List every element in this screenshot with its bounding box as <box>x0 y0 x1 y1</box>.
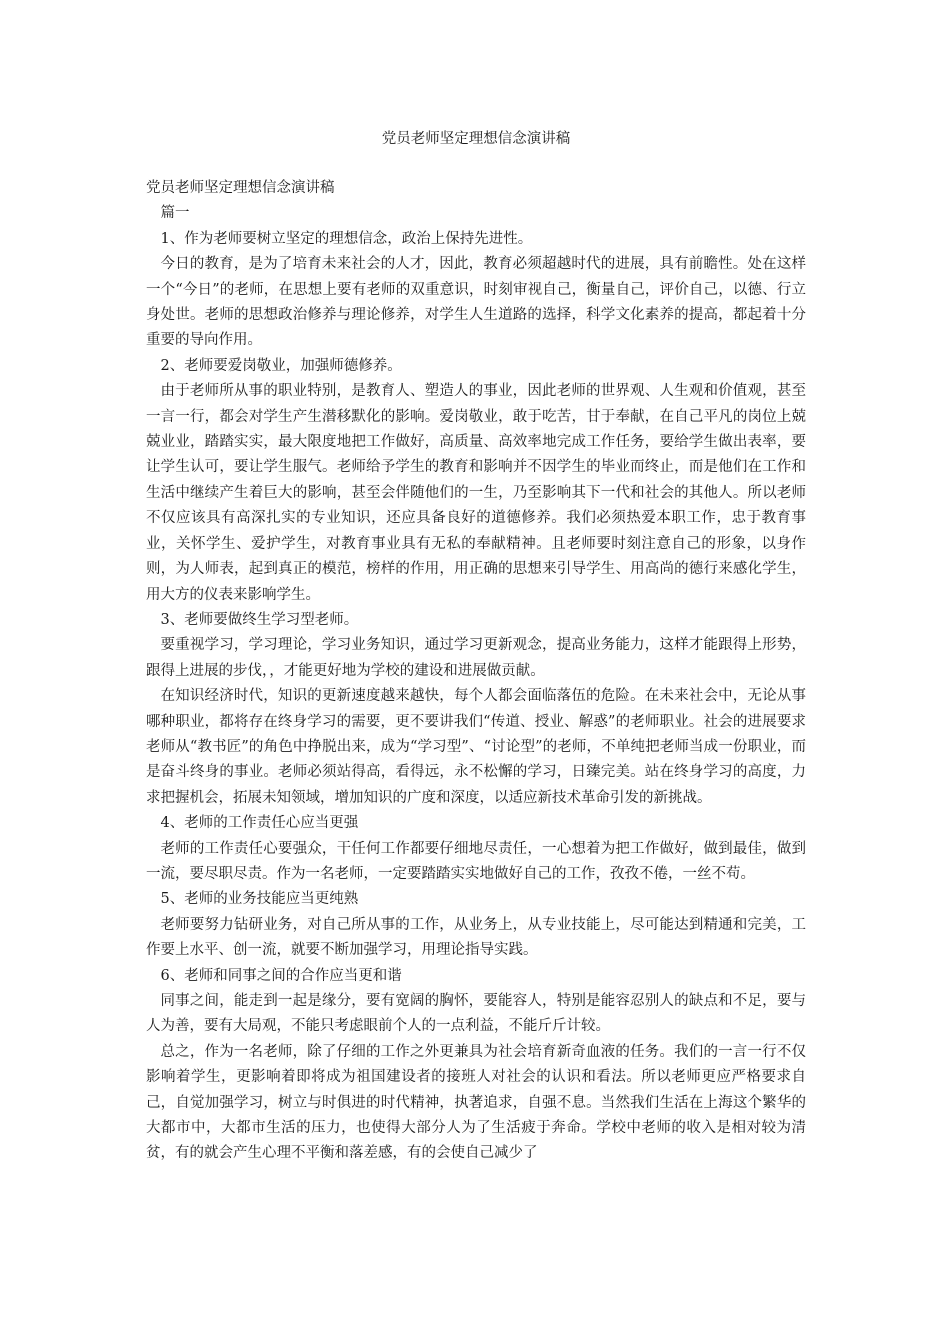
paragraph-body: 要重视学习，学习理论，学习业务知识，通过学习更新观念，提高业务能力，这样才能跟得上形势，跟得上进展的步伐，，才能更好地为学校的建设和进展做贡献。 <box>146 637 806 679</box>
document-subtitle: 党员老师坚定理想信念演讲稿 <box>146 180 335 196</box>
paragraph-section-label: 篇一 <box>160 205 190 222</box>
paragraph-heading-5: 5、老师的业务技能应当更纯熟 <box>160 891 359 908</box>
paragraph-heading-4: 4、老师的工作责任心应当更强 <box>160 815 359 832</box>
paragraph-body: 在知识经济时代，知识的更新速度越来越快，每个人都会面临落伍的危险。在未来社会中，无论从事哪种职业，都将存在终身学习的需要，更不要讲我们“传道、授业、解惑”的老师职业。社会的进展要求老师从“教书匠”的角色中挣脱出来，成为“学习型”、“讨论型”的老师，不单纯把老师当成一份职业，而是奋斗终身的事业。老师必须站得高，看得远，永不松懈的学习，日臻完美。站在终身学习的高度，力求把握机会，拓展未知领域，增加知识的广度和深度，以适应新技术革命引发的新挑战。 <box>146 688 806 806</box>
paragraph-heading-2: 2、老师要爱岗敬业，加强师德修养。 <box>160 357 402 374</box>
paragraph-body: 由于老师所从事的职业特别，是教育人、塑造人的事业，因此老师的世界观、人生观和价值观，甚至一言一行，都会对学生产生潜移默化的影响。爱岗敬业，敢于吃苦，甘于奉献，在自己平凡的岗位上兢兢业业，踏踏实实，最大限度地把工作做好，高质量、高效率地完成工作任务，要给学生做出表率，要让学生认可，要让学生服气。老师给予学生的教育和影响并不因学生的毕业而终止，而是他们在工作和生活中继续产生着巨大的影响，甚至会伴随他们的一生，乃至影响其下一代和社会的其他人。所以老师不仅应该具有高深扎实的专业知识，还应具备良好的道德修养。我们必须热爱本职工作，忠于教育事业，关怀学生、爱护学生，对教育事业具有无私的奉献精神。且老师要时刻注意自己的形象，以身作则，为人师表，起到真正的模范，榜样的作用，用正确的思想来引导学生、用高尚的德行来感化学生，用大方的仪表来影响学生。 <box>146 383 806 603</box>
paragraph-body: 今日的教育，是为了培育未来社会的人才，因此，教育必须超越时代的进展，具有前瞻性。处在这样一个“今日”的老师，在思想上要有老师的双重意识，时刻审视自己，衡量自己，评价自己，以德、行立身处世。老师的思想政治修养与理论修养，对学生人生道路的选择，科学文化素养的提高，都起着十分重要的导向作用。 <box>146 256 806 349</box>
paragraph-heading-1: 1、作为老师要树立坚定的理想信念，政治上保持先进性。 <box>160 230 533 247</box>
paragraph-body: 同事之间，能走到一起是缘分，要有宽阔的胸怀，要能容人，特别是能容忍别人的缺点和不足，要与人为善，要有大局观，不能只考虑眼前个人的一点利益，不能斤斤计较。 <box>146 993 806 1035</box>
paragraph-body: 老师的工作责任心要强众，干任何工作都要仔细地尽责任，一心想着为把工作做好，做到最佳，做到一流，要尽职尽责。作为一名老师，一定要踏踏实实地做好自己的工作，孜孜不倦，一丝不苟。 <box>146 840 806 882</box>
paragraph-heading-3: 3、老师要做终生学习型老师。 <box>160 611 359 628</box>
paragraph-body: 老师要努力钻研业务，对自己所从事的工作，从业务上，从专业技能上，尽可能达到精通和完美，工作要上水平、创一流，就要不断加强学习，用理论指导实践。 <box>146 916 806 959</box>
page-title: 党员老师坚定理想信念演讲稿 <box>381 131 571 147</box>
paragraph-heading-6: 6、老师和同事之间的合作应当更和谐 <box>160 967 402 984</box>
document-body <box>146 176 806 1167</box>
paragraph-body: 总之，作为一名老师，除了仔细的工作之外更兼具为社会培育新奇血液的任务。我们的一言一行不仅影响着学生，更影响着即将成为祖国建设者的接班人对社会的认识和看法。所以老师更应严格要求自己，自觉加强学习，树立与时俱进的时代精神，执著追求，自强不息。当然我们生活在上海这个繁华的大都市中，大都市生活的压力，也使得大部分人为了生活疲于奔命。学校中老师的收入是相对较为清贫，有的就会产生心理不平衡和落差感，有的会使自己减少了 <box>146 1043 806 1162</box>
